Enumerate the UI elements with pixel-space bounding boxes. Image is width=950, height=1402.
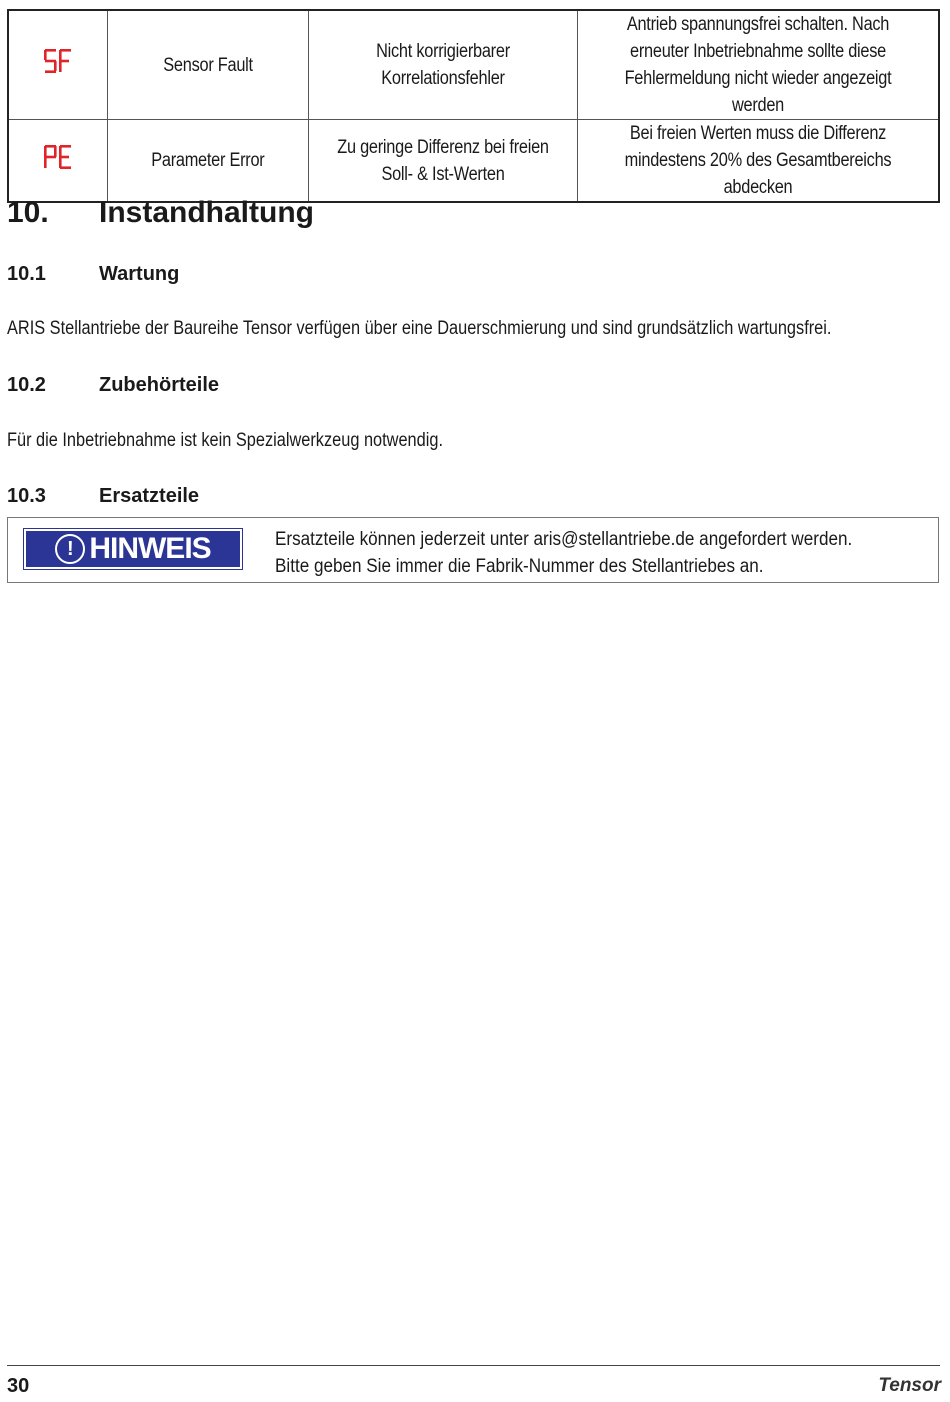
error-name-cell: Parameter Error — [108, 120, 309, 203]
note-line: Ersatzteile können jederzeit unter aris@stellantriebe.de angefordert werden. — [275, 529, 853, 550]
footer-divider — [7, 1365, 940, 1366]
error-code-cell — [8, 120, 108, 203]
product-name: Tensor — [878, 1375, 941, 1396]
error-remedy-cell: Bei freien Werten muss die Differenz mindestens 20% des Gesamtbereichs abdecken — [578, 120, 940, 203]
error-description-cell: Zu geringe Differenz bei freien Soll- & Ist-Werten — [309, 120, 578, 203]
table-row — [8, 120, 939, 203]
subsection-heading-ersatzteile: 10.3 Ersatzteile — [7, 485, 200, 507]
page-number: 30 — [7, 1375, 30, 1397]
error-name-cell: Sensor Fault — [108, 10, 309, 120]
hinweis-badge: ! HINWEIS — [24, 529, 242, 569]
subsection-heading-wartung: 10.1 Wartung — [7, 263, 180, 285]
error-remedy-cell: Antrieb spannungsfrei schalten. Nach erneuter Inbetriebnahme sollte diese Fehlermeldung nicht wieder angezeigt werden — [578, 10, 940, 120]
note-text — [275, 526, 852, 580]
note-box — [7, 517, 939, 583]
body-text: ARIS Stellantriebe der Baureihe Tensor verfügen über eine Dauerschmierung und sind grundsätzlich wartungsfrei. — [7, 318, 832, 339]
section-heading: 10. Instandhaltung — [7, 196, 314, 229]
seven-segment-pe-icon — [44, 145, 72, 177]
note-line: Bitte geben Sie immer die Fabrik-Nummer des Stellantriebes an. — [275, 556, 764, 577]
table-row — [8, 10, 939, 120]
seven-segment-sf-icon — [44, 49, 72, 81]
body-text: Für die Inbetriebnahme ist kein Spezialwerkzeug notwendig. — [7, 430, 443, 451]
exclamation-circle-icon: ! — [55, 534, 85, 564]
subsection-heading-zubehoerteile: 10.2 Zubehörteile — [7, 374, 220, 396]
error-code-table — [7, 9, 940, 203]
error-description-cell: Nicht korrigierbarer Korrelationsfehler — [309, 10, 578, 120]
error-code-cell — [8, 10, 108, 120]
